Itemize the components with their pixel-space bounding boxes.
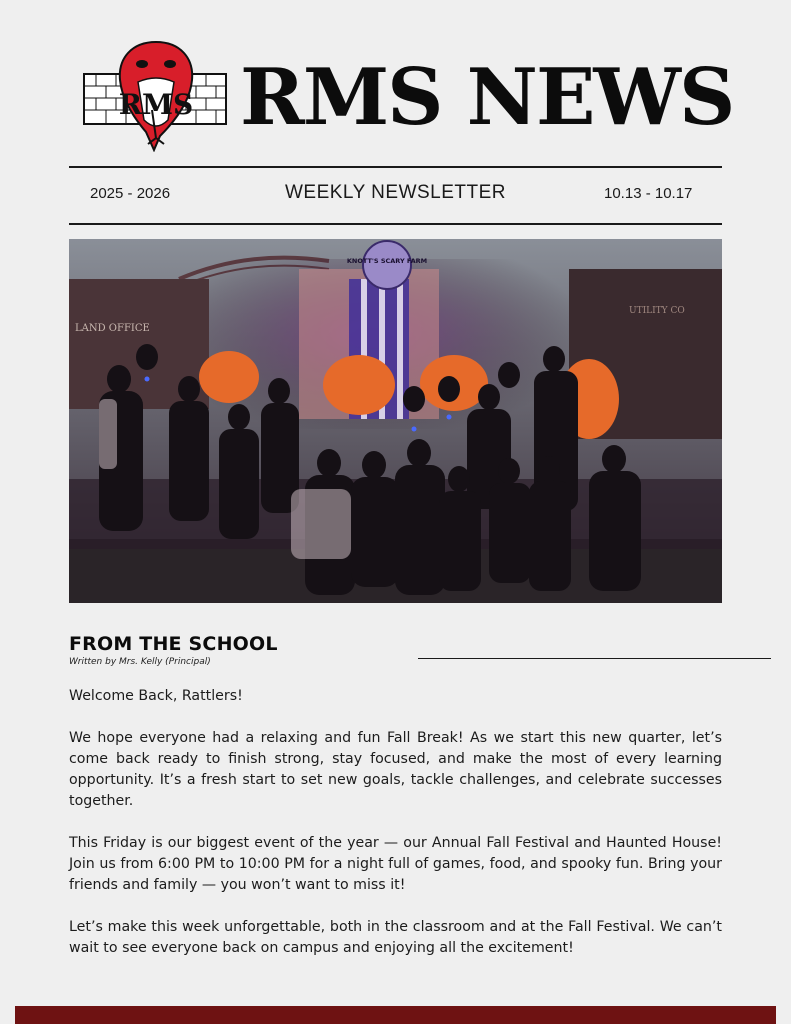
- svg-text:RMS: RMS: [118, 88, 194, 121]
- rattlesnake-logo-icon: [82, 40, 230, 152]
- section-divider: [418, 658, 771, 659]
- week-range: 10.13 - 10.17: [604, 185, 693, 202]
- utility-sign: UTILITY CO: [629, 306, 685, 316]
- paragraph: This Friday is our biggest event of the year — our Annual Fall Festival and Haunted House! Join us from 6:00 PM to 10:00 PM for a night full of games, food, and spooky fun. Bring your friends and family — you won’t want to miss it!: [69, 835, 722, 893]
- scary-farm-sign: KNOTT'S SCARY FARM: [346, 257, 428, 265]
- land-office-sign: LAND OFFICE: [75, 323, 150, 334]
- masthead-title: RMS NEWS: [240, 52, 734, 143]
- header-divider-top: [69, 166, 722, 168]
- header-divider-bottom: [69, 223, 722, 225]
- paragraph-greeting: Welcome Back, Rattlers!: [69, 688, 243, 704]
- newsletter-title: WEEKLY NEWSLETTER: [284, 182, 507, 203]
- group-photo: [69, 239, 722, 603]
- article-body: [69, 686, 722, 980]
- school-logo: [82, 40, 230, 152]
- paragraph: We hope everyone had a relaxing and fun Fall Break! As we start this new quarter, let’s come back ready to finish strong, stay focused, and make the most of every learning opportunity. It’s a fresh start to set new goals, tackle challenges, and celebrate successes together.: [69, 730, 722, 809]
- footer-bar: [15, 1006, 776, 1024]
- byline: Written by Mrs. Kelly (Principal): [69, 657, 211, 667]
- school-year: 2025 - 2026: [90, 185, 171, 202]
- paragraph: Let’s make this week unforgettable, both in the classroom and at the Fall Festival. We can’t wait to see everyone back on campus and enjoying all the excitement!: [69, 919, 722, 956]
- section-title: FROM THE SCHOOL: [69, 633, 278, 655]
